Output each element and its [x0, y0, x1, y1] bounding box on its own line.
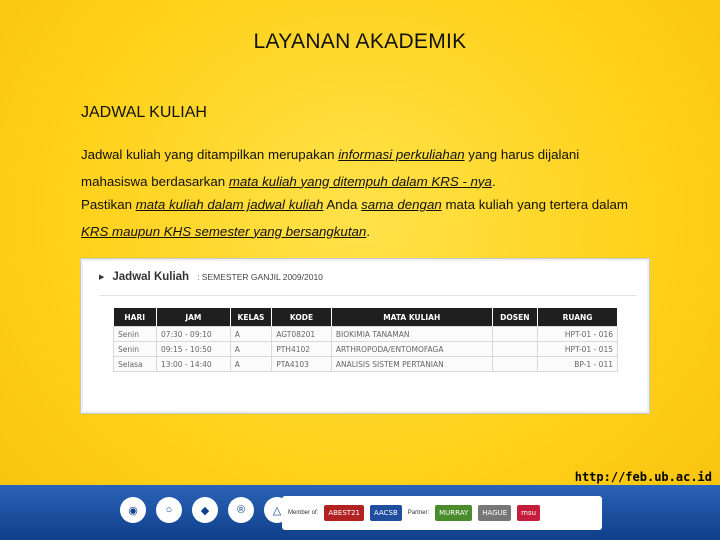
cell-ruang: HPT-01 - 016 — [538, 327, 618, 342]
cell-hari: Senin — [114, 342, 157, 357]
cell-kode: PTA4103 — [272, 357, 332, 372]
bullet-icon: ▶ — [99, 274, 105, 281]
para1-text-3: . — [491, 173, 496, 189]
emblem-icon: ◆ — [192, 497, 218, 523]
table-row — [114, 357, 618, 372]
cell-mata-kuliah: BIOKIMIA TANAMAN — [331, 327, 492, 342]
cell-kode: PTH4102 — [272, 342, 332, 357]
col-kelas: KELAS — [230, 308, 271, 327]
para1-text-2: yang harus dijalani mahasiswa berdasarkan — [81, 147, 580, 189]
member-label: Member of: — [288, 510, 319, 516]
registered-logo-icon: ® — [228, 497, 254, 523]
paragraph-2 — [81, 192, 641, 245]
partner-label: Partner: — [407, 510, 430, 516]
cell-kelas: A — [230, 327, 271, 342]
para2-link-3: KRS maupun KHS semester yang bersangkutan — [81, 223, 367, 239]
site-url: http://feb.ub.ac.id — [574, 470, 712, 484]
hague-logo: HAGUE — [478, 505, 511, 521]
circle-logo-icon: ○ — [156, 497, 182, 523]
paragraph-1 — [81, 142, 641, 195]
page-title: LAYANAN AKADEMIK — [253, 30, 467, 53]
cell-dosen — [492, 357, 537, 372]
aacsb-logo: AACSB — [370, 505, 402, 521]
cell-mata-kuliah: ANALISIS SISTEM PERTANIAN — [331, 357, 492, 372]
col-jam: JAM — [156, 308, 230, 327]
shield-logo-icon: △ — [264, 497, 290, 523]
murray-logo: MURRAY — [435, 505, 472, 521]
col-kode: KODE — [272, 308, 332, 327]
col-dosen: DOSEN — [492, 308, 537, 327]
para2-text-2: Anda — [323, 197, 362, 212]
cell-jam: 09:15 - 10:50 — [156, 342, 230, 357]
schedule-table — [113, 308, 618, 372]
table-header-row — [114, 308, 618, 327]
msu-logo: msu — [517, 505, 540, 521]
cell-dosen — [492, 327, 537, 342]
para1-link-2: mata kuliah yang ditempuh dalam KRS - nya — [228, 173, 492, 189]
abest21-logo: ABEST21 — [324, 505, 364, 521]
table-row — [114, 342, 618, 357]
cell-ruang: BP-1 - 011 — [538, 357, 618, 372]
schedule-header — [99, 271, 323, 283]
col-mata-kuliah: MATA KULIAH — [331, 308, 492, 327]
cell-kode: AGT08201 — [272, 327, 332, 342]
section-title: JADWAL KULIAH — [81, 104, 207, 121]
cell-hari: Senin — [114, 327, 157, 342]
divider — [99, 295, 637, 296]
cell-ruang: HPT-01 - 015 — [538, 342, 618, 357]
para2-text-1: Pastikan — [81, 197, 136, 212]
col-ruang: RUANG — [538, 308, 618, 327]
footer-logos-left — [120, 497, 290, 523]
cell-kelas: A — [230, 357, 271, 372]
cell-jam: 07:30 - 09:10 — [156, 327, 230, 342]
para2-text-3: mata kuliah yang tertera dalam — [441, 197, 629, 212]
schedule-screenshot — [80, 258, 650, 414]
schedule-heading: Jadwal Kuliah — [112, 271, 190, 283]
footer-bar — [0, 485, 720, 540]
para2-link-1: mata kuliah dalam jadwal kuliah — [135, 197, 324, 212]
partner-logo-strip — [282, 496, 602, 530]
semester-label: : SEMESTER GANJIL 2009/2010 — [197, 272, 323, 282]
cell-dosen — [492, 342, 537, 357]
para2-link-2: sama dengan — [361, 197, 442, 212]
table-row — [114, 327, 618, 342]
university-seal-icon: ◉ — [120, 497, 146, 523]
para2-text-4: . — [366, 223, 371, 239]
cell-mata-kuliah: ARTHROPODA/ENTOMOFAGA — [331, 342, 492, 357]
col-hari: HARI — [114, 308, 157, 327]
para1-text-1: Jadwal kuliah yang ditampilkan merupakan — [81, 147, 339, 162]
cell-hari: Selasa — [114, 357, 157, 372]
para1-link-1: informasi perkuliahan — [338, 147, 465, 162]
cell-kelas: A — [230, 342, 271, 357]
cell-jam: 13:00 - 14:40 — [156, 357, 230, 372]
